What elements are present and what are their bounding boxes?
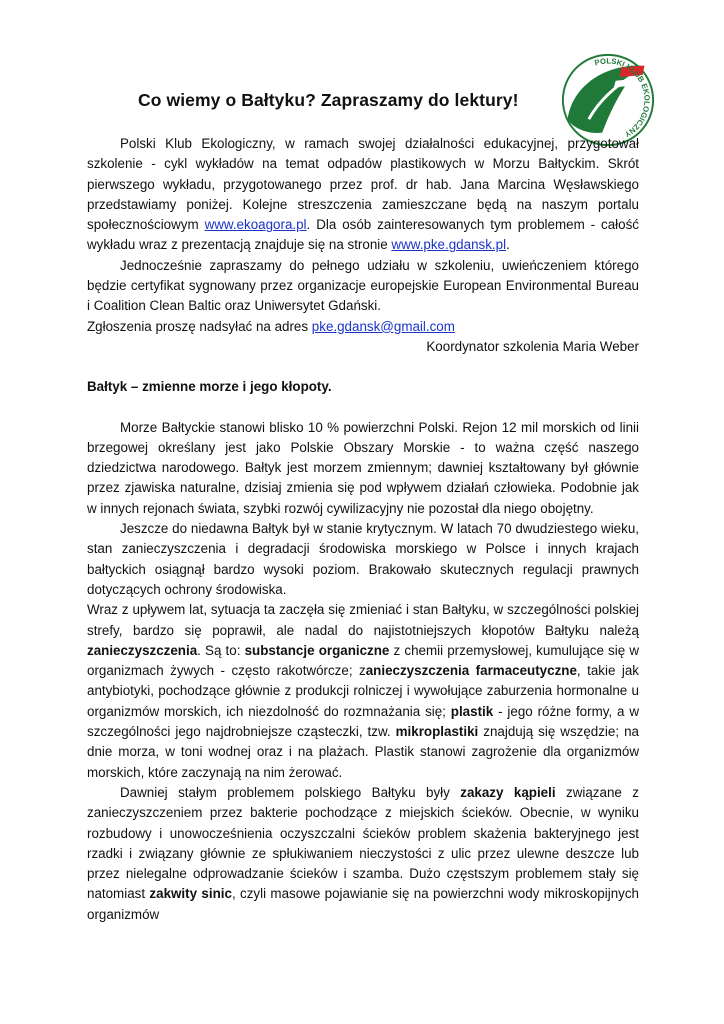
p4-bold-1: zakazy kąpieli <box>460 784 556 800</box>
p3-text-1: Wraz z upływem lat, sytuacja ta zaczęła się zmieniać i stan Bałtyku, w szczególności polskiej strefy, bardzo się poprawił, ale nadal do najistotniejszych kłopotów Bałtyku należą <box>87 602 639 638</box>
intro-paragraph-1 <box>87 134 639 256</box>
intro-paragraph-3 <box>87 317 639 337</box>
article-body <box>87 134 639 925</box>
p3-bold-3: anieczyszczenia farmaceutyczne <box>365 663 577 679</box>
pke-gdansk-link[interactable]: www.pke.gdansk.pl <box>391 237 507 253</box>
signature: Koordynator szkolenia Maria Weber <box>426 338 639 354</box>
p3-text-5: - jego różne formy, a w szczególności jego najdrobniejsze cząsteczki, tzw. <box>87 703 639 740</box>
ekoagora-link[interactable]: www.ekoagora.pl <box>204 217 307 233</box>
intro-text-3: . <box>506 237 510 253</box>
section-heading: Bałtyk – zmienne morze i jego kłopoty. <box>87 379 332 395</box>
section-paragraph-2: Jeszcze do niedawna Bałtyk był w stanie krytycznym. W latach 70 dwudziestego wieku, stan zanieczyszczenia i degradacji środowiska morskiego w Polsce i innych krajach bałtyckich osiągnął bardzo wysoki poziom. Brakowało skutecznych regulacji prawnych dotyczących ochrony środowiska. <box>87 521 639 597</box>
page-title: Co wiemy o Bałtyku? Zapraszamy do lektury! <box>138 90 519 110</box>
email-link[interactable]: pke.gdansk@gmail.com <box>311 318 455 334</box>
intro-text-2: . Dla osób zainteresowanych tym problemem - całość wykładu wraz z prezentacją znajduje się na stronie <box>87 217 639 253</box>
p3-bold-4: plastik <box>450 703 494 719</box>
p3-bold-5: mikroplastiki <box>395 724 479 740</box>
section-paragraph-4 <box>87 783 639 925</box>
intro-text-1: Polski Klub Ekologiczny, w ramach swojej działalności edukacyjnej, przygotował szkolenie - cykl wykładów na temat odpadów plastikowych w Morzu Bałtyckim. Skrót pierwszego wykładu, przygotowanego przez prof. dr hab. Jana Marcina Węsławskiego przedstawiamy poniżej. Kolejne streszczenia zamieszczane będą na naszym portalu społecznościowym <box>87 136 639 233</box>
p3-text-6: znajdują się wszędzie; na dnie morza, w toni wodnej oraz i na plażach. Plastik stanowi zagrożenie dla organizmów morskich, które zaczynają na nim żerować. <box>87 724 639 780</box>
section-paragraph-3 <box>87 600 639 783</box>
signup-text: Zgłoszenia proszę nadsyłać na adres <box>87 318 312 334</box>
p4-bold-2: zakwity sinic <box>149 886 232 902</box>
intro-paragraph-2: Jednocześnie zapraszamy do pełnego udziału w szkoleniu, uwieńczeniem którego będzie certyfikat sygnowany przez organizacje europejskie European Environmental Bureau i Coalition Clean Baltic oraz Uniwersytet Gdański. <box>87 257 639 314</box>
p3-bold-1: zanieczyszczenia <box>87 642 198 658</box>
p4-text-2: związane z zanieczyszczeniem przez bakterie pochodzące z miejskich ścieków. Obecnie, w wyniku rozbudowy i unowocześnienia oczyszczalni ścieków problem skażenia bakteryjnego jest rzadki i związany głównie ze spłukiwaniem nieczystości z ulic przez ulewne deszcze lub przez nielegalne odprowadzanie ścieków i szamba. Dużo częstszym problemem stały się natomiast <box>87 784 639 902</box>
p3-text-2: . Są to: <box>197 642 245 658</box>
p3-text-4: , takie jak antybiotyki, pochodzące głównie z produkcji rolniczej i wywołujące zaburzenia hormonalne u organizmów morskich, ich niezdolność do rozmnażania się; <box>87 663 639 719</box>
section-paragraph-1: Morze Bałtyckie stanowi blisko 10 % powierzchni Polski. Rejon 12 mil morskich od linii brzegowej określany jest jako Polskie Obszary Morskie - to ważna część naszego dziedzictwa narodowego. Bałtyk jest morzem zmiennym; dawniej kształtowany był głównie przez zjawiska naturalne, dzisiaj zmienia się pod wpływem działań człowieka. Podobnie jak w innych rejonach świata, szybki rozwój cywilizacyjny nie pozostał dla niego obojętny. <box>87 419 639 516</box>
p4-text-3: , czyli masowe pojawianie się na powierzchni wody mikroskopijnych organizmów <box>87 886 639 922</box>
p4-text-1: Dawniej stałym problemem polskiego Bałtyku były <box>120 784 461 800</box>
logo-text: POLSKI KLUB EKOLOGICZNY <box>593 56 652 139</box>
p3-text-3: z chemii przemysłowej, kumulujące się w organizmach żywych - często rakotwórcze; z <box>87 642 639 679</box>
p3-bold-2: substancje organiczne <box>244 642 390 658</box>
